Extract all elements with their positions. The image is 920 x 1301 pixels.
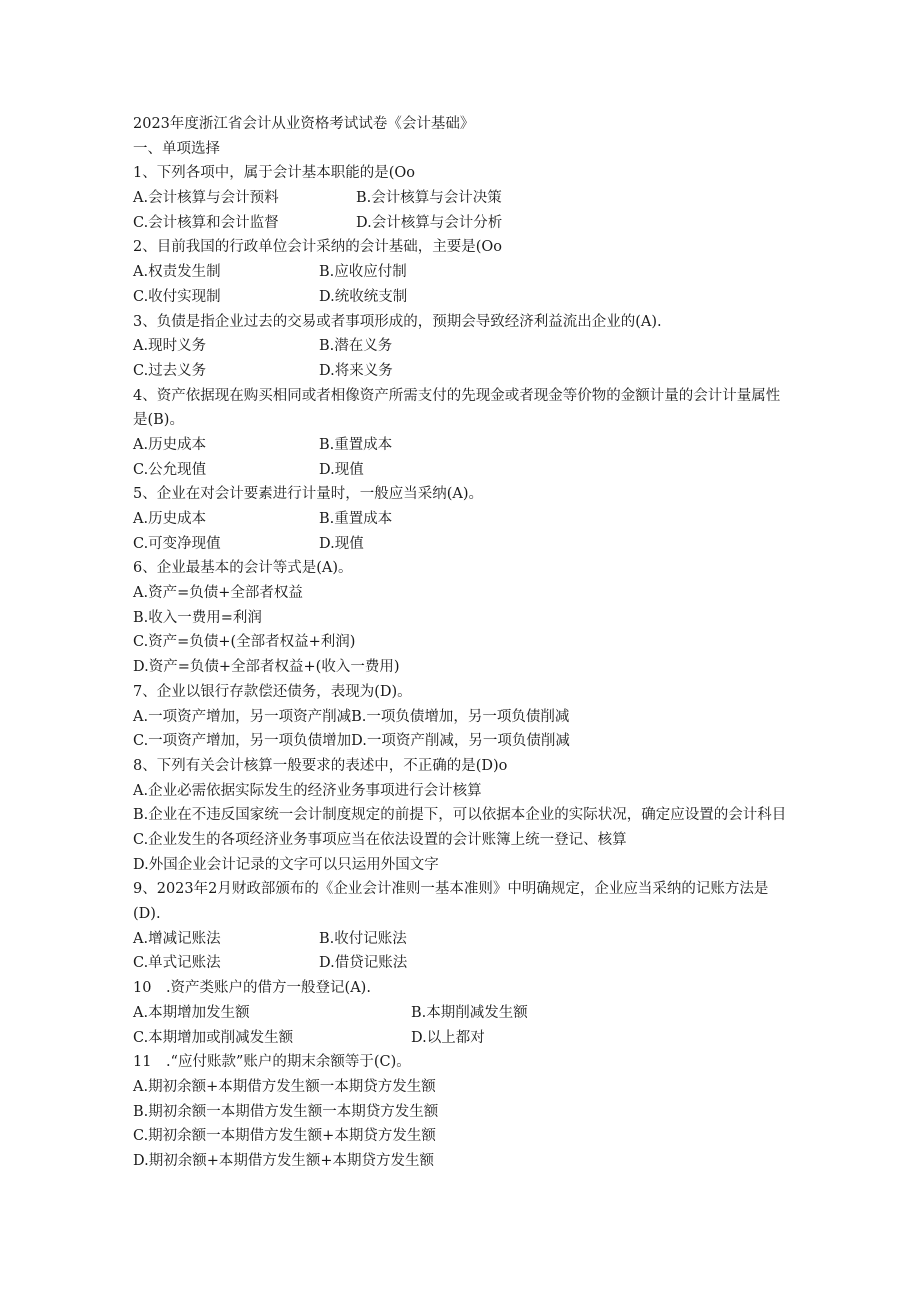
option-b: B.重置成本 xyxy=(319,436,393,453)
option-c: C.可变净现值 xyxy=(133,535,221,552)
option-row-cd: C.一项资产增加，另一项负债增加D.一项资产削减，另一项负债削减 xyxy=(133,733,570,750)
question-stem: 10 .资产类账户的借方一般登记(A). xyxy=(133,980,371,997)
option-d: D.现值 xyxy=(319,535,364,552)
option-row xyxy=(133,1001,793,1026)
option-c: C.单式记账法 xyxy=(133,955,221,972)
question-1 xyxy=(133,161,793,235)
question-stem: 5、企业在对会计要素进行计量时，一般应当采纳(A)。 xyxy=(133,486,484,503)
option-a: A.历史成本 xyxy=(133,436,207,453)
option-row-ab: A.一项资产增加，另一项资产削减B.一项负债增加，另一项负债削减 xyxy=(133,708,570,725)
option-a: A.增减记账法 xyxy=(133,930,221,947)
option-d: D.资产=负债+全部者权益+(收入一费用) xyxy=(133,659,400,676)
option-b: B.收入一费用=利润 xyxy=(133,609,262,626)
option-a: A.资产=负债+全部者权益 xyxy=(133,585,303,602)
option-row xyxy=(133,186,793,211)
question-10 xyxy=(133,976,793,1050)
option-row xyxy=(133,260,793,285)
option-row xyxy=(133,1026,793,1051)
option-b: B.收付记账法 xyxy=(319,930,407,947)
option-a: A.期初余额+本期借方发生额一本期贷方发生额 xyxy=(133,1078,436,1095)
question-stem: 2、目前我国的行政单位会计采纳的会计基础，主要是(Oo xyxy=(133,239,502,256)
option-a: A.会计核算与会计预料 xyxy=(133,190,279,207)
option-d: D.会计核算与会计分析 xyxy=(356,214,503,231)
option-a: A.企业必需依据实际发生的经济业务事项进行会计核算 xyxy=(133,782,482,799)
option-row xyxy=(133,433,793,458)
option-c: C.本期增加或削减发生额 xyxy=(133,1029,294,1046)
document-body xyxy=(133,112,793,1174)
option-c: C.企业发生的各项经济业务事项应当在依法设置的会计账簿上统一登记、核算 xyxy=(133,831,627,848)
question-9 xyxy=(133,877,793,976)
option-row xyxy=(133,458,793,483)
question-stem: 3、负债是指企业过去的交易或者事项形成的，预期会导致经济利益流出企业的(A). xyxy=(133,313,662,330)
question-5 xyxy=(133,482,793,556)
option-d: D.借贷记账法 xyxy=(319,955,408,972)
question-stem: 4、资产依据现在购买相同或者相像资产所需支付的先现金或者现金等价物的金额计量的会计计量属性是(B)。 xyxy=(133,387,781,429)
option-b: B.潜在义务 xyxy=(319,338,393,355)
option-a: A.本期增加发生额 xyxy=(133,1004,250,1021)
option-c: C.资产=负债+(全部者权益+利润) xyxy=(133,634,356,651)
option-c: C.会计核算和会计监督 xyxy=(133,214,279,231)
question-2 xyxy=(133,235,793,309)
option-b: B.会计核算与会计决策 xyxy=(356,190,502,207)
question-11 xyxy=(133,1050,793,1173)
question-6 xyxy=(133,556,793,679)
option-b: B.企业在不违反国家统一会计制度规定的前提下，可以依据本企业的实际状况，确定应设置的会计科目 xyxy=(133,807,787,824)
option-row xyxy=(133,285,793,310)
option-d: D.外国企业会计记录的文字可以只运用外国文字 xyxy=(133,856,439,873)
option-b: B.期初余额一本期借方发生额一本期贷方发生额 xyxy=(133,1103,439,1120)
option-row xyxy=(133,507,793,532)
question-stem: 9、2023年2月财政部颁布的《企业会计准则一基本准则》中明确规定，企业应当采纳的记账方法是(D). xyxy=(133,881,769,923)
question-stem: 8、下列有关会计核算一般要求的表述中，不正确的是(D)o xyxy=(133,757,508,774)
option-c: C.期初余额一本期借方发生额+本期贷方发生额 xyxy=(133,1128,436,1145)
question-stem: 11 .“应付账款”账户的期末余额等于(C)。 xyxy=(133,1054,411,1071)
option-d: D.现值 xyxy=(319,461,364,478)
question-stem: 1、下列各项中，属于会计基本职能的是(Oo xyxy=(133,165,415,182)
question-stem: 6、企业最基本的会计等式是(A)。 xyxy=(133,560,353,577)
option-a: A.历史成本 xyxy=(133,511,207,528)
option-row xyxy=(133,359,793,384)
option-row xyxy=(133,334,793,359)
section-heading: 一、单项选择 xyxy=(133,140,220,157)
question-3 xyxy=(133,310,793,384)
question-4 xyxy=(133,384,793,483)
option-d: D.以上都对 xyxy=(411,1029,485,1046)
option-c: C.收付实现制 xyxy=(133,288,221,305)
option-a: A.权责发生制 xyxy=(133,264,221,281)
doc-title: 2023年度浙江省会计从业资格考试试卷《会计基础》 xyxy=(133,116,475,132)
option-d: D.期初余额+本期借方发生额+本期贷方发生额 xyxy=(133,1152,435,1169)
question-7 xyxy=(133,680,793,754)
option-b: B.本期削减发生额 xyxy=(411,1004,528,1021)
option-row xyxy=(133,927,793,952)
option-c: C.过去义务 xyxy=(133,362,207,379)
option-row xyxy=(133,211,793,236)
option-b: B.应收应付制 xyxy=(319,264,407,281)
question-8 xyxy=(133,754,793,877)
option-d: D.统收统支制 xyxy=(319,288,408,305)
option-a: A.现时义务 xyxy=(133,338,207,355)
option-d: D.将来义务 xyxy=(319,362,393,379)
option-b: B.重置成本 xyxy=(319,511,393,528)
option-c: C.公允现值 xyxy=(133,461,207,478)
question-stem: 7、企业以银行存款偿还债务，表现为(D)。 xyxy=(133,683,412,700)
option-row xyxy=(133,951,793,976)
option-row xyxy=(133,532,793,557)
